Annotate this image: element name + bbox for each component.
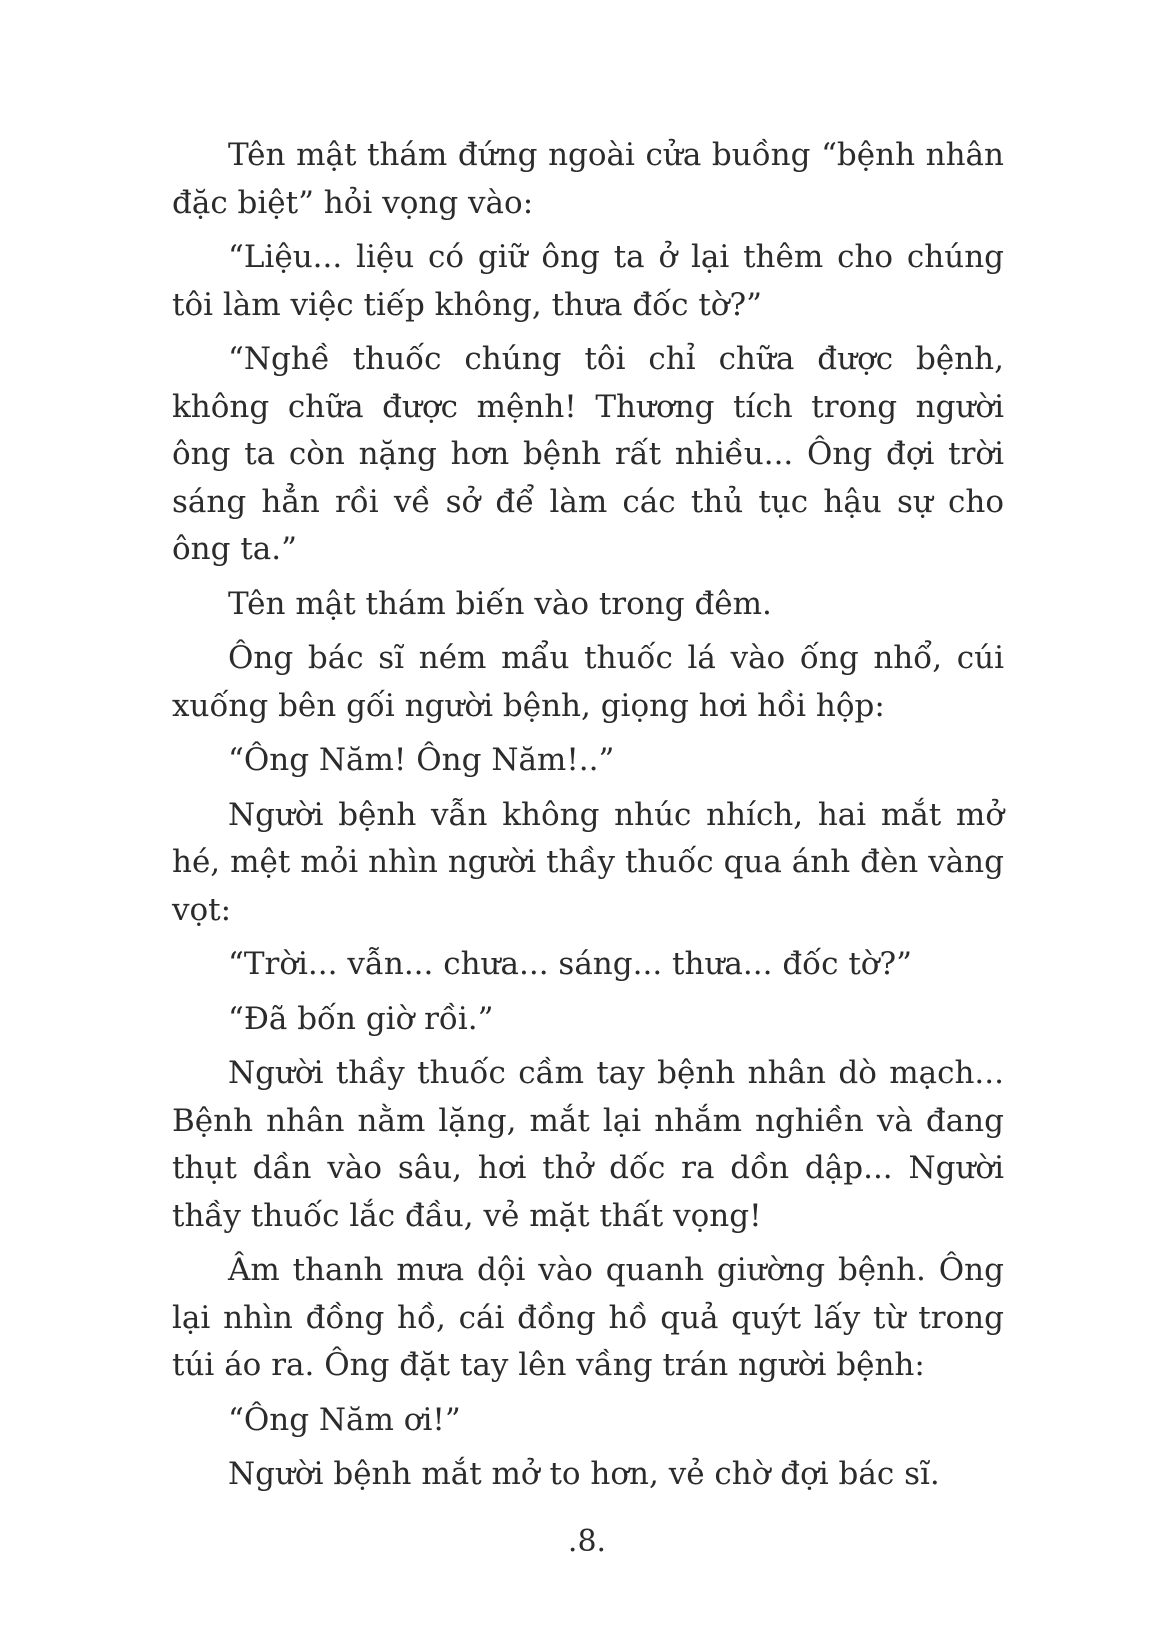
paragraph: Tên mật thám đứng ngoài cửa buồng “bệnh nhân đặc biệt” hỏi vọng vào:	[172, 137, 1004, 221]
paragraph: “Ông Năm ơi!”	[228, 1401, 461, 1438]
body-text	[172, 132, 1004, 1506]
paragraph: Âm thanh mưa dội vào quanh giường bệnh. Ông lại nhìn đồng hồ, cái đồng hồ quả quýt lấy từ trong túi áo ra. Ông đặt tay lên vầng trán người bệnh:	[172, 1252, 1004, 1383]
paragraph: “Nghề thuốc chúng tôi chỉ chữa được bệnh, không chữa được mệnh! Thương tích trong người ông ta còn nặng hơn bệnh rất nhiều... Ông đợi trời sáng hẳn rồi về sở để làm các thủ tục hậu sự cho ông ta.”	[172, 341, 1004, 567]
page-number: .8.	[567, 1524, 607, 1559]
paragraph: Tên mật thám biến vào trong đêm.	[228, 585, 772, 622]
paragraph: Người bệnh mắt mở to hơn, vẻ chờ đợi bác sĩ.	[228, 1456, 940, 1492]
paragraph: Ông bác sĩ ném mẩu thuốc lá vào ống nhổ, cúi xuống bên gối người bệnh, giọng hơi hồi hộp:	[172, 640, 1004, 724]
paragraph: “Đã bốn giờ rồi.”	[228, 1000, 494, 1037]
paragraph: Người bệnh vẫn không nhúc nhích, hai mắt mở hé, mệt mỏi nhìn người thầy thuốc qua ánh đèn vàng vọt:	[172, 796, 1004, 928]
paragraph: “Trời... vẫn... chưa... sáng... thưa... đốc tờ?”	[228, 946, 912, 982]
paragraph: Người thầy thuốc cầm tay bệnh nhân dò mạch... Bệnh nhân nằm lặng, mắt lại nhắm nghiền và đang thụt dần vào sâu, hơi thở dốc ra dồn dập... Người thầy thuốc lắc đầu, vẻ mặt thất vọng!	[172, 1055, 1004, 1234]
paragraph: “Liệu... liệu có giữ ông ta ở lại thêm cho chúng tôi làm việc tiếp không, thưa đốc tờ?”	[172, 239, 1004, 323]
paragraph: “Ông Năm! Ông Năm!..”	[228, 742, 615, 778]
